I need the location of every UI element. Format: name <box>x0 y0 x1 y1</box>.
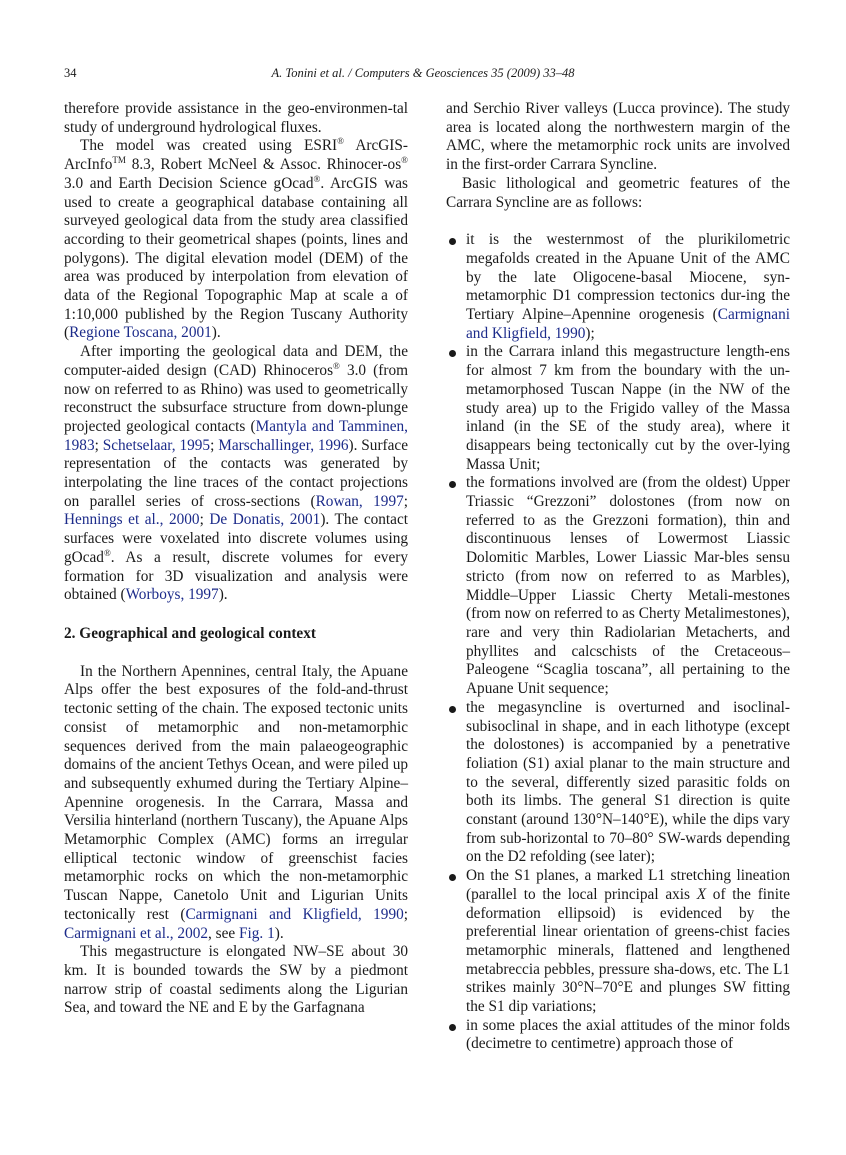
citation-link[interactable]: Carmignani and Kligfield, 1990 <box>466 306 790 342</box>
registered-mark: ® <box>333 360 340 371</box>
paragraph: and Serchio River valleys (Lucca province). The study area is located along the northwestern margin of the AMC, where the metamorphic rock units are involved in the first-order Carrara Syncline. <box>446 100 790 174</box>
running-head: A. Tonini et al. / Computers & Geosciences 35 (2009) 33–48 <box>271 66 575 80</box>
text: it is the westernmost of the plurikilometric megafolds created in the Apuane Unit of the AMC by the late Oligocene-basal Miocene, syn-metamorphic D1 compression tectonics dur-ing the Tertiary Alpine–Apennine orogenesis ( <box>466 231 790 324</box>
bullet-icon <box>449 350 456 357</box>
text: ). <box>211 324 221 342</box>
text: 3.0 (from now on referred to as Rhino) was used to geometrically reconstruct the subsurface structure from down-plunge projected geological contacts ( <box>64 361 408 435</box>
section-heading: 2. Geographical and geological context <box>64 624 316 642</box>
text: ). Surface representation of the contacts was generated by interpolating the line traces of the contact projections on parallel series of cross-sections ( <box>64 436 409 510</box>
paragraph: Basic lithological and geometric features of the Carrara Syncline are as follows: <box>446 174 790 211</box>
text: ; <box>94 436 103 454</box>
text: ). <box>274 924 284 942</box>
citation-link[interactable]: De Donatis, 2001 <box>209 511 321 529</box>
text: ). The contact surfaces were voxelated into discrete volumes using gOcad <box>64 511 408 566</box>
variable: X <box>696 885 707 903</box>
list-item <box>446 474 790 698</box>
registered-mark: ® <box>103 547 111 558</box>
figure-link[interactable]: Fig. 1 <box>239 924 275 942</box>
text: After importing the geological data and DEM, the computer-aided design (CAD) Rhinoceros <box>64 343 408 379</box>
text: the megasyncline is overturned and isoclinal-subisoclinal in shape, and in each lithotype (except the dolostones) is accompanied by a penetrative foliation (S1) axial planar to the main structure and to the several, differently sized parasitic folds on both its limbs. The general S1 direction is quite constant (around 130°N–140°E), while the dips vary from sub-horizontal to 70–80° SW-wards depending on the D2 refolding (see later); <box>466 698 790 866</box>
text: of the finite deformation ellipsoid) is evidenced by the preferential linear orientation of greens-chist facies metamorphic minerals, flattened and lengthened metabreccia pebbles, pressure sha-dows, etc. The L1 strikes mainly 30°N–70°E and plunges SW fitting the S1 dip variations; <box>466 885 790 1016</box>
bullet-icon <box>449 1024 456 1031</box>
page-number: 34 <box>64 66 77 80</box>
list-item <box>446 867 790 1017</box>
paragraph <box>64 343 408 605</box>
paragraph <box>64 663 408 944</box>
list-item <box>446 1017 790 1054</box>
text: On the S1 planes, a marked L1 stretching lineation (parallel to the local principal axis <box>466 867 790 903</box>
text: ; <box>199 511 210 529</box>
registered-mark: ® <box>337 136 344 147</box>
text: the formations involved are (from the oldest) Upper Triassic “Grezzoni” dolostones (from now on referred to as the Grezzoni formation), thin and discontinuous lenses of Lowermost Liassic Dolomitic Marbles, Lower Liassic Mar-bles sensu stricto (from now on referred to as Marbles), Middle–Upper Liassic Cherty Metali-mestones (from now on referred to as Cherty Metalimestones), rare and very thin Radiolarian Metacherts, and phyllites and calcschists of the Cretaceous–Paleogene “Scaglia toscana”, all pertaining to the Apuane Unit sequence; <box>466 474 790 698</box>
registered-mark: ® <box>401 155 408 166</box>
citation-link[interactable]: Regione Toscana, 2001 <box>69 324 212 342</box>
registered-mark: ® <box>313 173 321 184</box>
text: in some places the axial attitudes of the minor folds (decimetre to centimetre) approach those of <box>466 1016 790 1053</box>
citation-link[interactable]: Carmignani and Kligfield, 1990 <box>185 905 404 923</box>
text: , see <box>208 924 240 942</box>
text: ; <box>210 436 219 454</box>
list-item <box>446 343 790 474</box>
citation-link[interactable]: Carmignani et al., 2002 <box>64 924 209 942</box>
citation-link[interactable]: Hennings et al., 2000 <box>64 511 200 529</box>
bullet-icon <box>449 238 456 245</box>
trademark: TM <box>112 155 126 166</box>
citation-link[interactable]: Schetselaar, 1995 <box>102 436 211 454</box>
paragraph: therefore provide assistance in the geo-environmen-tal study of underground hydrological fluxes. <box>64 100 408 136</box>
feature-list <box>446 231 790 1054</box>
text: ; <box>403 492 408 510</box>
text: ArcGIS-ArcInfo <box>64 137 409 174</box>
running-header <box>64 66 782 82</box>
bullet-icon <box>449 874 456 881</box>
text: . ArcGIS was used to create a geographical database containing all surveyed geological data from the study area classified according to their geometrical shapes (points, lines and polygons). The digital elevation model (DEM) of the area was produced by interpolation from elevation of data of the Regional Topographic Map at scale a of 1:10,000 published by the Region Tuscany Authority ( <box>64 174 408 342</box>
text: 8.3, Robert McNeel & Assoc. Rhinocer-os <box>125 156 402 174</box>
text: In the Northern Apennines, central Italy, the Apuane Alps offer the best exposures of the fold-and-thrust tectonic setting of the chain. The exposed tectonic units consist of metamorphic and non-metamorphic sequences derived from the main palaeogeographic domains of the ancient Tethys Ocean, and were piled up and subsequently exhumed during the Tertiary Alpine–Apennine orogenesis. In the Carrara, Massa and Versilia hinterland (northern Tuscany), the Apuane Alps Metamorphic Complex (AMC) forms an irregular elliptical tectonic window of greenschist facies metamorphic rocks on which the non-metamorphic Tuscan Nappe, Canetolo Unit and Ligurian Units tectonically rest ( <box>64 662 408 923</box>
paragraph: This megastructure is elongated NW–SE about 30 km. It is bounded towards the SW by a piedmont narrow strip of coastal sediments along the Ligurian Sea, and toward the NE and E by the Garfagnana <box>64 943 408 1017</box>
text: ; <box>403 905 408 923</box>
citation-link[interactable]: Rowan, 1997 <box>315 492 404 510</box>
text: 3.0 and Earth Decision Science gOcad <box>64 174 314 192</box>
text: ). <box>218 586 228 604</box>
right-column <box>446 100 790 1054</box>
citation-link[interactable]: Mantyla and Tamminen, 1983 <box>64 417 408 454</box>
list-item <box>446 699 790 867</box>
text: in the Carrara inland this megastructure length-ens for almost 7 km from the boundary with the un-metamorphosed Tuscan Nappe (in the NW of the study area) up to the Frigido valley of the Massa inland (in the SE of the study area), where it disappears being tectonically cut by the over-lying Massa Unit; <box>466 343 790 473</box>
text: The model was created using ESRI <box>80 137 338 155</box>
paragraph <box>64 137 408 343</box>
bullet-icon <box>449 481 456 488</box>
citation-link[interactable]: Worboys, 1997 <box>125 586 219 604</box>
citation-link[interactable]: Marschallinger, 1996 <box>218 436 349 454</box>
text: ); <box>585 324 595 342</box>
list-item <box>446 231 790 343</box>
text: . As a result, discrete volumes for every formation for 3D visualization and analysis were obtained ( <box>64 548 408 604</box>
left-column <box>64 100 408 1018</box>
bullet-icon <box>449 706 456 713</box>
